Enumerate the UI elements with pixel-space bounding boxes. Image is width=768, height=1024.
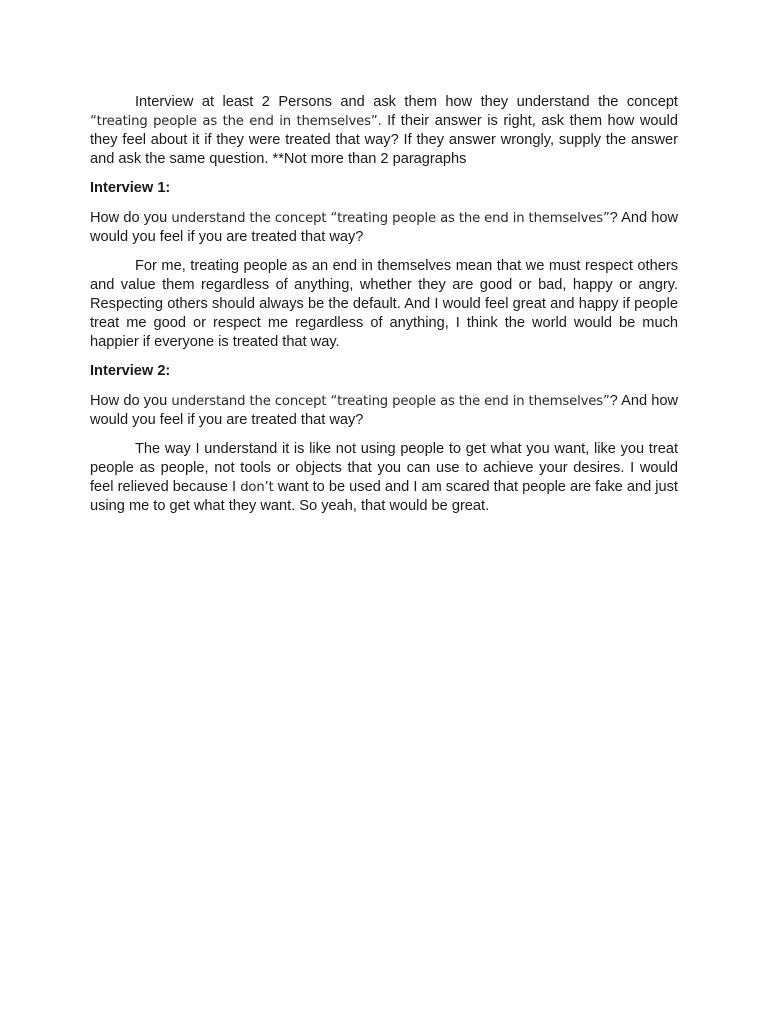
interview-1-heading: Interview 1: [90, 180, 171, 196]
interview-2-question-start: How do you [90, 393, 172, 409]
interview-1-question [90, 209, 678, 247]
instructions-text-end: If their answer is right, ask them how would they feel about it if they were treated that way? If they answer wrongly, supply the answer and ask the same question. **Not more than 2 paragraphs [90, 113, 678, 167]
interview-2-heading: Interview 2: [90, 363, 171, 379]
interview-1-question-quote: understand the concept “treating people as the end in themselves” [171, 211, 610, 226]
interview-2-answer [90, 440, 678, 516]
document-page [90, 93, 678, 526]
interview-2-answer-end: want to be used and I am scared that people are fake and just using me to get what they want. So yeah, that would be great. [90, 479, 678, 514]
interview-1-question-start: How do you [90, 210, 172, 226]
instructions-quote: “treating people as the end in themselves”. [90, 114, 382, 129]
interview-2-answer-dont: don’t [240, 480, 274, 495]
interview-2-question-quote: understand the concept “treating people as the end in themselves” [171, 394, 610, 409]
interview-2-answer-start: The way I understand it is like not using people to get what you want, like you treat people as people, not tools or objects that you can use to achieve your desires. I would feel relieved because I [90, 441, 678, 495]
interview-2-question [90, 392, 678, 430]
instructions-paragraph [90, 93, 678, 169]
interview-1-answer: For me, treating people as an end in themselves mean that we must respect others and value them regardless of anything, whether they are good or bad, happy or angry. Respecting others should always be the default. And I would feel great and happy if people treat me good or respect me regardless of anything, I think the world would be much happier if everyone is treated that way. [90, 258, 678, 350]
interview-1-question-end: ? And how would you feel if you are treated that way? [90, 210, 678, 245]
instructions-text-start: Interview at least 2 Persons and ask them how they understand the concept [135, 94, 678, 110]
interview-2-question-end: ? And how would you feel if you are treated that way? [90, 393, 678, 428]
